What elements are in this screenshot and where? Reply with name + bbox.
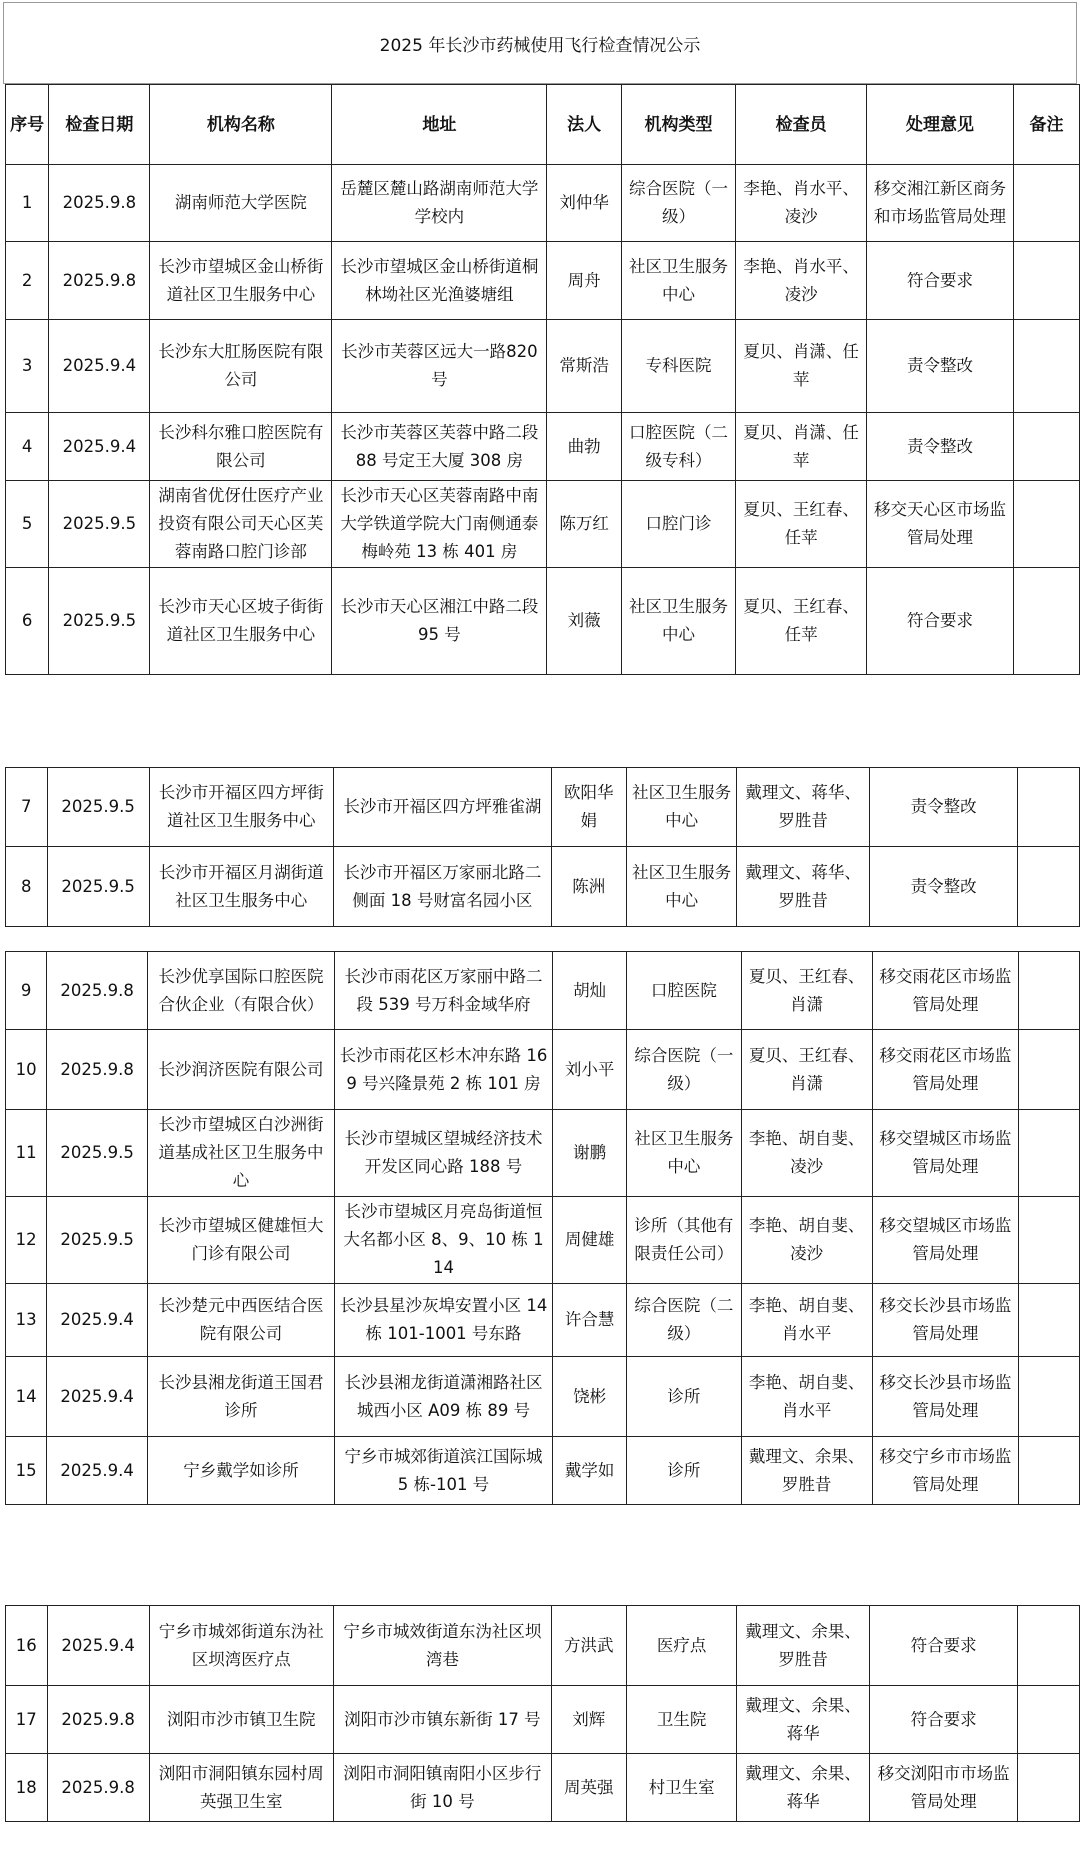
inspection-date-cell: 2025.9.5 xyxy=(47,768,149,847)
institution-name-cell: 长沙市天心区坡子街街道社区卫生服务中心 xyxy=(150,568,332,675)
row-number-cell: 8 xyxy=(6,847,48,927)
address-cell: 长沙市芙蓉区芙蓉中路二段 88 号定王大厦 308 房 xyxy=(332,413,547,481)
inspection-table-section-4 xyxy=(5,1605,1080,1822)
institution-type-cell: 综合医院（一级） xyxy=(621,165,735,242)
document-title: 2025 年长沙市药械使用飞行检查情况公示 xyxy=(3,2,1077,84)
inspectors-cell: 戴理文、余果、罗胜昔 xyxy=(741,1437,872,1505)
legal-person-cell: 陈洲 xyxy=(551,847,626,927)
institution-name-cell: 长沙科尔雅口腔医院有限公司 xyxy=(150,413,332,481)
row-number-cell: 18 xyxy=(6,1754,48,1822)
row-number-cell: 1 xyxy=(6,165,49,242)
row-number-cell: 17 xyxy=(6,1686,48,1754)
inspection-date-cell: 2025.9.8 xyxy=(47,952,148,1030)
table-row xyxy=(6,1357,1080,1437)
handling-opinion-cell: 移交长沙县市场监管局处理 xyxy=(872,1284,1019,1357)
handling-opinion-cell: 移交望城区市场监管局处理 xyxy=(872,1110,1019,1197)
inspectors-cell: 李艳、胡自斐、凌沙 xyxy=(741,1197,872,1284)
inspectors-cell: 夏贝、王红春、肖潇 xyxy=(741,952,872,1030)
institution-name-cell: 长沙市望城区白沙洲街道基成社区卫生服务中心 xyxy=(148,1110,335,1197)
institution-name-cell: 长沙县湘龙街道王国君诊所 xyxy=(148,1357,335,1437)
institution-type-cell: 口腔门诊 xyxy=(621,481,735,568)
column-header-institution-name: 机构名称 xyxy=(150,85,332,165)
remarks-cell xyxy=(1018,768,1080,847)
table-row xyxy=(6,847,1080,927)
row-number-cell: 15 xyxy=(6,1437,47,1505)
institution-name-cell: 长沙市望城区健雄恒大门诊有限公司 xyxy=(148,1197,335,1284)
remarks-cell xyxy=(1013,320,1079,413)
column-header-inspectors: 检查员 xyxy=(736,85,867,165)
inspectors-cell: 李艳、肖水平、凌沙 xyxy=(736,242,867,320)
remarks-cell xyxy=(1019,1030,1080,1110)
address-cell: 浏阳市沙市镇东新街 17 号 xyxy=(333,1686,551,1754)
institution-name-cell: 长沙优享国际口腔医院合伙企业（有限合伙） xyxy=(148,952,335,1030)
row-number-cell: 14 xyxy=(6,1357,47,1437)
remarks-cell xyxy=(1013,481,1079,568)
legal-person-cell: 曲勃 xyxy=(547,413,621,481)
handling-opinion-cell: 符合要求 xyxy=(869,1686,1018,1754)
legal-person-cell: 饶彬 xyxy=(553,1357,627,1437)
inspection-table-section-1 xyxy=(5,84,1080,675)
legal-person-cell: 周舟 xyxy=(547,242,621,320)
row-number-cell: 7 xyxy=(6,768,48,847)
inspection-date-cell: 2025.9.5 xyxy=(49,481,150,568)
table-row xyxy=(6,768,1080,847)
inspection-table-section-3 xyxy=(5,951,1080,1505)
institution-type-cell: 卫生院 xyxy=(626,1686,737,1754)
institution-name-cell: 宁乡市城郊街道东沩社区坝湾医疗点 xyxy=(149,1606,333,1686)
institution-name-cell: 长沙东大肛肠医院有限公司 xyxy=(150,320,332,413)
inspectors-cell: 李艳、肖水平、凌沙 xyxy=(736,165,867,242)
inspection-date-cell: 2025.9.4 xyxy=(49,320,150,413)
legal-person-cell: 许合慧 xyxy=(553,1284,627,1357)
inspection-date-cell: 2025.9.5 xyxy=(47,1197,148,1284)
remarks-cell xyxy=(1019,1284,1080,1357)
address-cell: 长沙市望城区望城经济技术开发区同心路 188 号 xyxy=(334,1110,552,1197)
table-row xyxy=(6,1437,1080,1505)
inspectors-cell: 夏贝、肖潇、任苹 xyxy=(736,413,867,481)
remarks-cell xyxy=(1019,1110,1080,1197)
legal-person-cell: 刘辉 xyxy=(551,1686,626,1754)
address-cell: 长沙市开福区四方坪雅雀湖 xyxy=(333,768,551,847)
table-row xyxy=(6,413,1080,481)
address-cell: 长沙市望城区金山桥街道桐林坳社区光渔婆塘组 xyxy=(332,242,547,320)
handling-opinion-cell: 符合要求 xyxy=(869,1606,1018,1686)
institution-type-cell: 村卫生室 xyxy=(626,1754,737,1822)
institution-type-cell: 综合医院（二级） xyxy=(627,1284,741,1357)
address-cell: 宁乡市城效街道东沩社区坝湾巷 xyxy=(333,1606,551,1686)
legal-person-cell: 胡灿 xyxy=(553,952,627,1030)
address-cell: 岳麓区麓山路湖南师范大学学校内 xyxy=(332,165,547,242)
institution-type-cell: 社区卫生服务中心 xyxy=(626,847,737,927)
inspectors-cell: 夏贝、王红春、任苹 xyxy=(736,568,867,675)
handling-opinion-cell: 符合要求 xyxy=(867,242,1014,320)
remarks-cell xyxy=(1013,165,1079,242)
table-header-row xyxy=(6,85,1080,165)
inspectors-cell: 夏贝、肖潇、任苹 xyxy=(736,320,867,413)
table-row xyxy=(6,952,1080,1030)
row-number-cell: 5 xyxy=(6,481,49,568)
table-row xyxy=(6,568,1080,675)
table-row xyxy=(6,1197,1080,1284)
remarks-cell xyxy=(1019,1437,1080,1505)
row-number-cell: 2 xyxy=(6,242,49,320)
institution-type-cell: 社区卫生服务中心 xyxy=(627,1110,741,1197)
inspection-date-cell: 2025.9.8 xyxy=(47,1030,148,1110)
table-row xyxy=(6,1686,1080,1754)
row-number-cell: 13 xyxy=(6,1284,47,1357)
address-cell: 长沙市望城区月亮岛街道恒大名都小区 8、9、10 栋 114 xyxy=(334,1197,552,1284)
table-row xyxy=(6,481,1080,568)
institution-type-cell: 医疗点 xyxy=(626,1606,737,1686)
institution-type-cell: 诊所 xyxy=(627,1437,741,1505)
legal-person-cell: 刘小平 xyxy=(553,1030,627,1110)
handling-opinion-cell: 移交浏阳市市场监管局处理 xyxy=(869,1754,1018,1822)
inspection-date-cell: 2025.9.5 xyxy=(47,1110,148,1197)
inspectors-cell: 李艳、胡自斐、肖水平 xyxy=(741,1284,872,1357)
column-header-address: 地址 xyxy=(332,85,547,165)
remarks-cell xyxy=(1019,952,1080,1030)
legal-person-cell: 方洪武 xyxy=(551,1606,626,1686)
address-cell: 宁乡市城郊街道滨江国际城 5 栋-101 号 xyxy=(334,1437,552,1505)
handling-opinion-cell: 移交望城区市场监管局处理 xyxy=(872,1197,1019,1284)
column-header-legal-person: 法人 xyxy=(547,85,621,165)
inspection-date-cell: 2025.9.4 xyxy=(47,1437,148,1505)
handling-opinion-cell: 符合要求 xyxy=(867,568,1014,675)
handling-opinion-cell: 移交雨花区市场监管局处理 xyxy=(872,1030,1019,1110)
legal-person-cell: 刘仲华 xyxy=(547,165,621,242)
remarks-cell xyxy=(1019,1197,1080,1284)
inspection-date-cell: 2025.9.4 xyxy=(49,413,150,481)
inspection-date-cell: 2025.9.8 xyxy=(47,1754,149,1822)
remarks-cell xyxy=(1018,1686,1080,1754)
row-number-cell: 9 xyxy=(6,952,47,1030)
remarks-cell xyxy=(1013,413,1079,481)
table-row xyxy=(6,165,1080,242)
address-cell: 长沙市天心区湘江中路二段 95 号 xyxy=(332,568,547,675)
remarks-cell xyxy=(1018,1754,1080,1822)
institution-name-cell: 浏阳市洞阳镇东园村周英强卫生室 xyxy=(149,1754,333,1822)
table-row xyxy=(6,1606,1080,1686)
row-number-cell: 16 xyxy=(6,1606,48,1686)
inspection-date-cell: 2025.9.5 xyxy=(47,847,149,927)
institution-name-cell: 长沙市望城区金山桥街道社区卫生服务中心 xyxy=(150,242,332,320)
handling-opinion-cell: 责令整改 xyxy=(867,413,1014,481)
remarks-cell xyxy=(1018,1606,1080,1686)
legal-person-cell: 戴学如 xyxy=(553,1437,627,1505)
remarks-cell xyxy=(1013,242,1079,320)
table-row xyxy=(6,320,1080,413)
address-cell: 长沙市开福区万家丽北路二侧面 18 号财富名园小区 xyxy=(333,847,551,927)
row-number-cell: 4 xyxy=(6,413,49,481)
handling-opinion-cell: 责令整改 xyxy=(869,847,1018,927)
remarks-cell xyxy=(1018,847,1080,927)
institution-name-cell: 长沙润济医院有限公司 xyxy=(148,1030,335,1110)
institution-name-cell: 湖南省优伢仕医疗产业投资有限公司天心区芙蓉南路口腔门诊部 xyxy=(150,481,332,568)
column-header-inspection-date: 检查日期 xyxy=(49,85,150,165)
table-row xyxy=(6,1754,1080,1822)
row-number-cell: 12 xyxy=(6,1197,47,1284)
handling-opinion-cell: 移交长沙县市场监管局处理 xyxy=(872,1357,1019,1437)
address-cell: 长沙市雨花区万家丽中路二段 539 号万科金域华府 xyxy=(334,952,552,1030)
inspectors-cell: 夏贝、王红春、任苹 xyxy=(736,481,867,568)
row-number-cell: 11 xyxy=(6,1110,47,1197)
address-cell: 长沙市芙蓉区远大一路820 号 xyxy=(332,320,547,413)
column-header-institution-type: 机构类型 xyxy=(621,85,735,165)
address-cell: 长沙市雨花区杉木冲东路 169 号兴隆景苑 2 栋 101 房 xyxy=(334,1030,552,1110)
institution-type-cell: 社区卫生服务中心 xyxy=(626,768,737,847)
handling-opinion-cell: 移交天心区市场监管局处理 xyxy=(867,481,1014,568)
institution-name-cell: 长沙楚元中西医结合医院有限公司 xyxy=(148,1284,335,1357)
legal-person-cell: 谢鹏 xyxy=(553,1110,627,1197)
institution-type-cell: 社区卫生服务中心 xyxy=(621,568,735,675)
address-cell: 长沙县湘龙街道潇湘路社区城西小区 A09 栋 89 号 xyxy=(334,1357,552,1437)
inspectors-cell: 戴理文、余果、罗胜昔 xyxy=(737,1606,869,1686)
table-row xyxy=(6,1284,1080,1357)
inspectors-cell: 李艳、胡自斐、肖水平 xyxy=(741,1357,872,1437)
handling-opinion-cell: 移交雨花区市场监管局处理 xyxy=(872,952,1019,1030)
column-header-remarks: 备注 xyxy=(1013,85,1079,165)
table-row xyxy=(6,1030,1080,1110)
institution-type-cell: 诊所（其他有限责任公司） xyxy=(627,1197,741,1284)
inspection-date-cell: 2025.9.8 xyxy=(49,165,150,242)
legal-person-cell: 欧阳华娟 xyxy=(551,768,626,847)
institution-name-cell: 湖南师范大学医院 xyxy=(150,165,332,242)
remarks-cell xyxy=(1019,1357,1080,1437)
institution-type-cell: 口腔医院（二级专科） xyxy=(621,413,735,481)
address-cell: 浏阳市洞阳镇南阳小区步行街 10 号 xyxy=(333,1754,551,1822)
handling-opinion-cell: 责令整改 xyxy=(867,320,1014,413)
inspectors-cell: 戴理文、余果、蒋华 xyxy=(737,1754,869,1822)
inspectors-cell: 戴理文、蒋华、罗胜昔 xyxy=(737,847,869,927)
table-row xyxy=(6,1110,1080,1197)
institution-type-cell: 专科医院 xyxy=(621,320,735,413)
legal-person-cell: 周健雄 xyxy=(553,1197,627,1284)
inspectors-cell: 李艳、胡自斐、凌沙 xyxy=(741,1110,872,1197)
inspectors-cell: 戴理文、蒋华、罗胜昔 xyxy=(737,768,869,847)
row-number-cell: 3 xyxy=(6,320,49,413)
institution-type-cell: 诊所 xyxy=(627,1357,741,1437)
inspection-table-section-2 xyxy=(5,767,1080,927)
institution-name-cell: 浏阳市沙市镇卫生院 xyxy=(149,1686,333,1754)
address-cell: 长沙市天心区芙蓉南路中南大学铁道学院大门南侧通泰梅岭苑 13 栋 401 房 xyxy=(332,481,547,568)
inspection-date-cell: 2025.9.4 xyxy=(47,1606,149,1686)
legal-person-cell: 常斯浩 xyxy=(547,320,621,413)
inspection-date-cell: 2025.9.8 xyxy=(49,242,150,320)
institution-type-cell: 口腔医院 xyxy=(627,952,741,1030)
institution-name-cell: 长沙市开福区四方坪街道社区卫生服务中心 xyxy=(149,768,333,847)
handling-opinion-cell: 责令整改 xyxy=(869,768,1018,847)
inspection-date-cell: 2025.9.4 xyxy=(47,1284,148,1357)
legal-person-cell: 周英强 xyxy=(551,1754,626,1822)
handling-opinion-cell: 移交湘江新区商务和市场监管局处理 xyxy=(867,165,1014,242)
column-header-handling-opinion: 处理意见 xyxy=(867,85,1014,165)
inspection-date-cell: 2025.9.4 xyxy=(47,1357,148,1437)
column-header-row-number: 序号 xyxy=(6,85,49,165)
inspection-date-cell: 2025.9.8 xyxy=(47,1686,149,1754)
handling-opinion-cell: 移交宁乡市市场监管局处理 xyxy=(872,1437,1019,1505)
remarks-cell xyxy=(1013,568,1079,675)
legal-person-cell: 刘薇 xyxy=(547,568,621,675)
inspection-date-cell: 2025.9.5 xyxy=(49,568,150,675)
institution-name-cell: 宁乡戴学如诊所 xyxy=(148,1437,335,1505)
row-number-cell: 6 xyxy=(6,568,49,675)
row-number-cell: 10 xyxy=(6,1030,47,1110)
institution-name-cell: 长沙市开福区月湖街道社区卫生服务中心 xyxy=(149,847,333,927)
inspectors-cell: 夏贝、王红春、肖潇 xyxy=(741,1030,872,1110)
inspectors-cell: 戴理文、余果、蒋华 xyxy=(737,1686,869,1754)
legal-person-cell: 陈万红 xyxy=(547,481,621,568)
institution-type-cell: 综合医院（一级） xyxy=(627,1030,741,1110)
address-cell: 长沙县星沙灰埠安置小区 14 栋 101-1001 号东路 xyxy=(334,1284,552,1357)
table-row xyxy=(6,242,1080,320)
institution-type-cell: 社区卫生服务中心 xyxy=(621,242,735,320)
